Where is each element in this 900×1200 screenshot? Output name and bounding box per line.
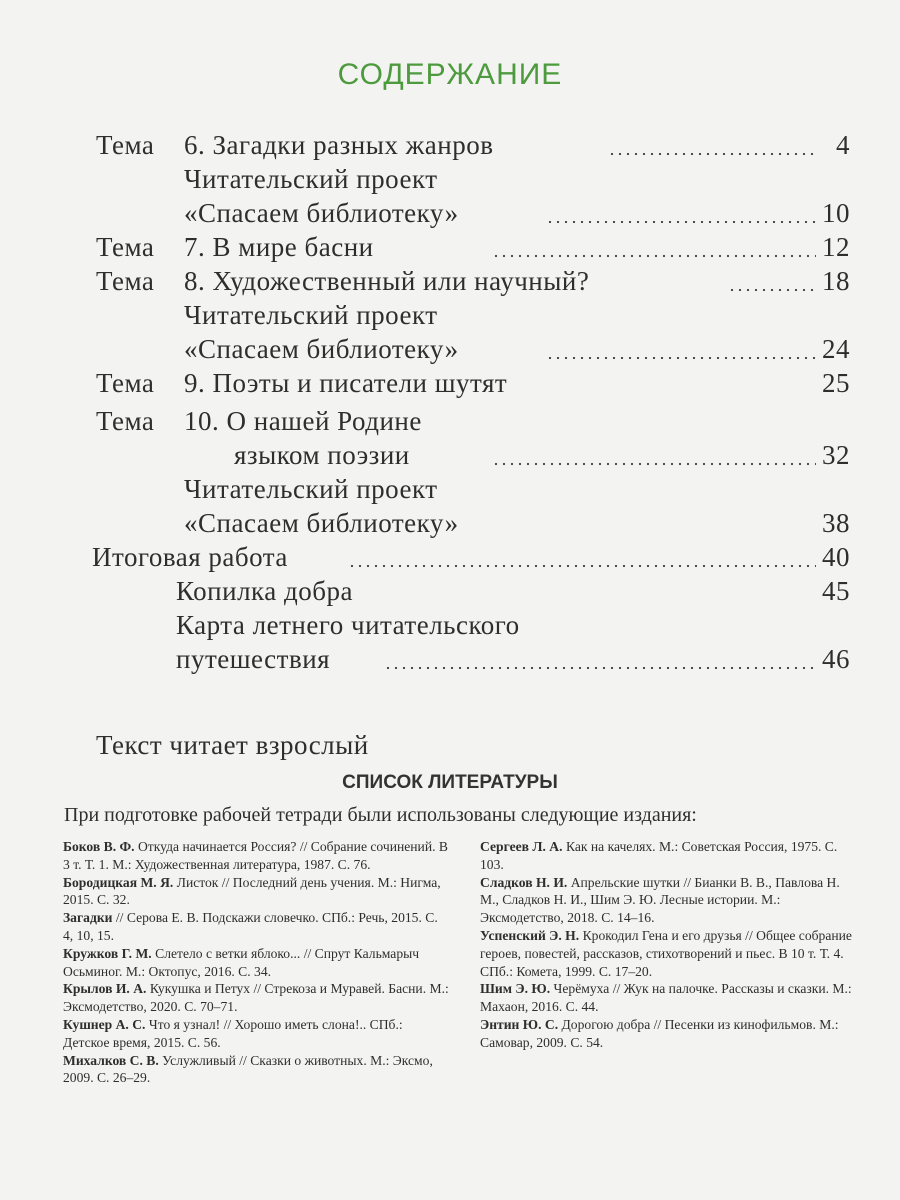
toc-entry-topic-6[interactable]	[0, 130, 900, 164]
toc-entry-kindness[interactable]	[0, 576, 900, 610]
toc-topic-label: Тема	[96, 368, 155, 398]
reference-text: Апрельские шутки // Бианки В. В., Павлова Н. М., Сладков Н. И., Шим Э. Ю. Лесные истории. М.: Эксмодетство, 2018. С. 14–16.	[480, 874, 840, 926]
toc-topic-label: Тема	[96, 130, 155, 160]
toc-entry-final-work[interactable]	[0, 542, 900, 576]
page-title: СОДЕРЖАНИЕ	[337, 58, 563, 91]
toc-page-number: 24	[822, 334, 850, 364]
toc-entry-title: «Спасаем библиотеку»	[184, 198, 459, 228]
reference-item	[63, 909, 451, 945]
literature-title: СПИСОК ЛИТЕРАТУРЫ	[342, 772, 558, 793]
toc-page-number: 46	[822, 644, 850, 674]
toc-entry-project-1[interactable]	[0, 198, 900, 232]
toc-topic-label: Тема	[96, 406, 155, 436]
reference-text: Листок // Последний день учения. М.: Нигма, 2015. С. 32.	[63, 874, 441, 908]
toc-page-number: 18	[822, 266, 850, 296]
reference-author: Загадки	[63, 910, 113, 926]
reference-author: Крылов И. А.	[63, 981, 147, 997]
reference-item	[63, 838, 451, 874]
toc-entry-topic-9[interactable]	[0, 368, 900, 402]
reference-text: Крокодил Гена и его друзья // Общее собрание героев, повестей, рассказов, стихотворений и пьес. В 10 т. Т. 4. СПб.: Комета, 1999. С. 17–20.	[480, 927, 852, 979]
toc-entry-title: 9. Поэты и писатели шутят	[184, 368, 508, 398]
toc-entry-title: 6. Загадки разных жанров	[184, 130, 494, 160]
toc-entry-map[interactable]	[0, 644, 900, 678]
reference-item	[63, 945, 451, 981]
reference-author: Кружков Г. М.	[63, 945, 152, 961]
reference-item	[480, 927, 860, 980]
toc-entry-title: 8. Художественный или научный?	[184, 266, 590, 296]
reference-item	[63, 874, 451, 910]
leader-dots	[546, 220, 816, 224]
references-left-column	[63, 838, 451, 1087]
reference-author: Бородицкая М. Я.	[63, 874, 174, 890]
toc-entry-title: Читательский проект	[184, 164, 438, 194]
toc-entry-title: Копилка добра	[176, 576, 353, 606]
reference-item	[480, 980, 860, 1016]
toc-entry-title: путешествия	[176, 644, 331, 674]
toc-entry-project-3[interactable]	[0, 508, 900, 542]
reference-text: Что я узнал! // Хорошо иметь слона!.. СПб.: Детское время, 2015. С. 56.	[63, 1016, 403, 1050]
toc-page-number: 38	[822, 508, 850, 538]
reference-author: Энтин Ю. С.	[480, 1016, 559, 1032]
toc-entry-title: «Спасаем библиотеку»	[184, 334, 459, 364]
adult-reads-heading: Текст читает взрослый	[96, 730, 369, 760]
toc-entry-title: Итоговая работа	[92, 542, 288, 572]
leader-dots	[492, 254, 816, 258]
toc-page-number: 32	[822, 440, 850, 470]
reference-text: Откуда начинается Россия? // Собрание сочинений. В 3 т. Т. 1. М.: Художественная литература, 1987. С. 76.	[63, 839, 448, 872]
reference-author: Боков В. Ф.	[63, 839, 135, 854]
reference-author: Кушнер А. С.	[63, 1016, 146, 1032]
toc-page-number: 40	[822, 542, 850, 572]
toc-entry-title: языком поэзии	[234, 440, 410, 470]
reference-author: Успенский Э. Н.	[480, 927, 580, 943]
reference-text: Как на качелях. М.: Советская Россия, 1975. С. 103.	[480, 839, 838, 872]
reference-text: // Серова Е. В. Подскажи словечко. СПб.: Речь, 2015. С. 4, 10, 15.	[63, 910, 438, 943]
leader-dots	[546, 356, 816, 360]
reference-author: Михалков С. В.	[63, 1052, 159, 1068]
reference-author: Шим Э. Ю.	[480, 981, 551, 997]
toc-entry-topic-8[interactable]	[0, 266, 900, 300]
reference-item	[480, 874, 860, 927]
literature-intro: При подготовке рабочей тетради были использованы следующие издания:	[64, 804, 697, 826]
toc-entry-project-line1	[0, 300, 900, 334]
reference-author: Сергеев Л. А.	[480, 839, 563, 854]
toc-entry-title: «Спасаем библиотеку»	[184, 508, 459, 538]
reference-text: Кукушка и Петух // Стрекоза и Муравей. Басни. М.: Эксмодетство, 2020. С. 70–71.	[63, 981, 449, 1015]
leader-dots	[348, 564, 816, 568]
toc-entry-project-line1	[0, 164, 900, 198]
references-right-column	[480, 838, 860, 1052]
reference-item	[63, 1016, 451, 1052]
reference-item	[480, 838, 860, 874]
reference-text: Черёмуха // Жук на палочке. Рассказы и сказки. М.: Махаон, 2016. С. 44.	[480, 981, 852, 1015]
toc-entry-title: Читательский проект	[184, 300, 438, 330]
toc-entry-title: 7. В мире басни	[184, 232, 374, 262]
leader-dots	[384, 666, 816, 670]
reference-text: Слетело с ветки яблоко... // Спрут Кальмарыч Осьминог. М.: Октопус, 2016. С. 34.	[63, 945, 420, 979]
toc-entry-topic-7[interactable]	[0, 232, 900, 266]
toc-page-number: 12	[822, 232, 850, 262]
toc-page-number: 45	[822, 576, 850, 606]
reference-text: Дорогою добра // Песенки из кинофильмов. М.: Самовар, 2009. С. 54.	[480, 1016, 839, 1050]
toc-page-number: 4	[836, 130, 850, 160]
toc-page-number: 25	[822, 368, 850, 398]
reference-text: Услужливый // Сказки о животных. М.: Эксмо, 2009. С. 26–29.	[63, 1052, 433, 1086]
reference-author: Сладков Н. И.	[480, 874, 568, 890]
toc-entry-topic-10-cont[interactable]	[0, 440, 900, 474]
toc-entry-map-line1	[0, 610, 900, 644]
leader-dots	[492, 462, 816, 466]
toc-entry-title: Карта летнего читательского	[176, 610, 520, 640]
toc-entry-project-line1	[0, 474, 900, 508]
toc-page-number: 10	[822, 198, 850, 228]
reference-item	[480, 1016, 860, 1052]
toc-topic-label: Тема	[96, 266, 155, 296]
toc-topic-label: Тема	[96, 232, 155, 262]
toc-entry-project-2[interactable]	[0, 334, 900, 368]
toc-entry-title: Читательский проект	[184, 474, 438, 504]
leader-dots	[608, 152, 816, 156]
toc-entry-title: 10. О нашей Родине	[184, 406, 422, 436]
toc-entry-topic-10[interactable]	[0, 406, 900, 440]
reference-item	[63, 980, 451, 1016]
reference-item	[63, 1052, 451, 1088]
